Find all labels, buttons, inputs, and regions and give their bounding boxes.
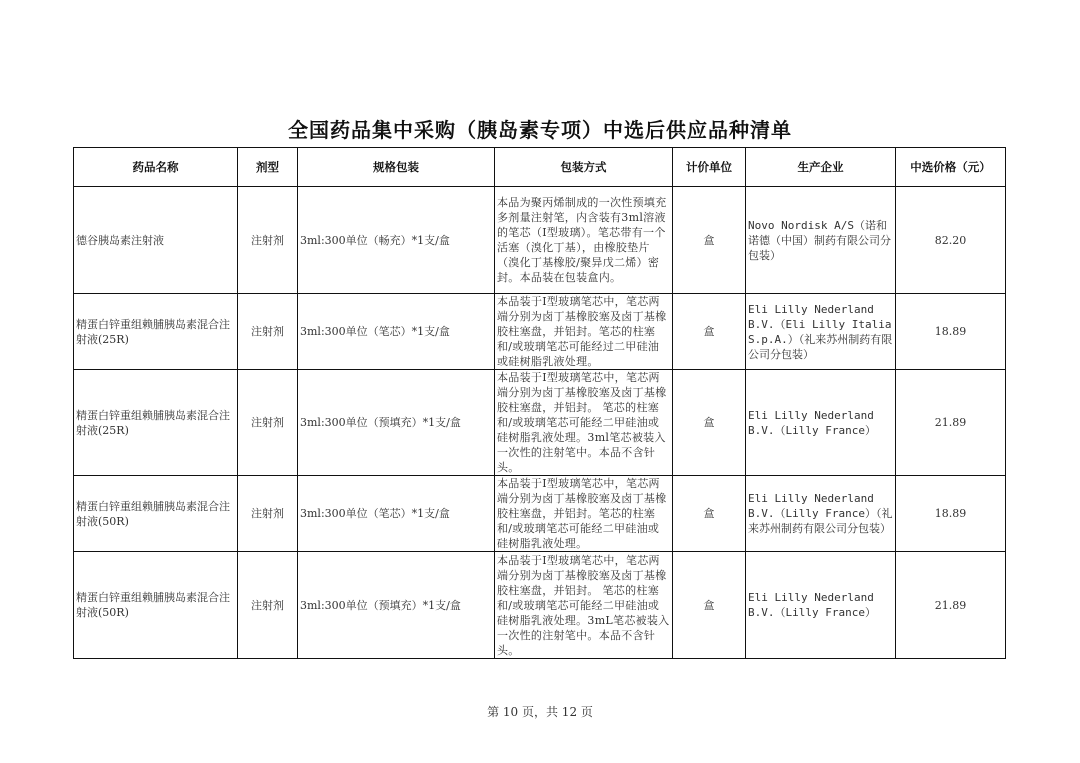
drug-name: 精蛋白锌重组赖脯胰岛素混合注射液(50R): [74, 552, 238, 659]
page-number: 第 10 页，共 12 页: [487, 705, 593, 719]
header-spec: 规格包装: [298, 148, 495, 187]
dosage-form: 注射剂: [238, 552, 298, 659]
packaging: 本品为聚丙烯制成的一次性预填充多剂量注射笔，内含装有3ml溶液的笔芯（I型玻璃）。笔芯带有一个活塞（溴化丁基），由橡胶垫片（溴化丁基橡胶/聚异戊二烯）密封。本品装在包装盒内。: [495, 187, 673, 294]
dosage-form: 注射剂: [238, 294, 298, 370]
dosage-form: 注射剂: [238, 476, 298, 552]
manufacturer: Eli Lilly Nederland B.V.（Lilly France）: [746, 552, 896, 659]
packaging: 本品装于I型玻璃笔芯中，笔芯两端分别为卤丁基橡胶塞及卤丁基橡胶柱塞盘，并铝封。笔芯的柱塞和/或玻璃笔芯可能经过二甲硅油或硅树脂乳液处理。: [495, 294, 673, 370]
packaging: 本品装于Ⅰ型玻璃笔芯中，笔芯两端分别为卤丁基橡胶塞及卤丁基橡胶柱塞盘，并铝封。 笔芯的柱塞和/或玻璃笔芯可能经二甲硅油或硅树脂乳液处理。3ml笔芯被装入一次性的注射笔中。本品不含针头。: [495, 370, 673, 476]
pricing-unit: 盒: [673, 370, 746, 476]
packaging: 本品装于Ⅰ型玻璃笔芯中，笔芯两端分别为卤丁基橡胶塞及卤丁基橡胶柱塞盘，并铝封。笔芯的柱塞和/或玻璃笔芯可能经二甲硅油或硅树脂乳液处理。: [495, 476, 673, 552]
header-manufacturer: 生产企业: [746, 148, 896, 187]
document-title: 全国药品集中采购（胰岛素专项）中选后供应品种清单: [288, 118, 792, 142]
price: 21.89: [896, 552, 1006, 659]
price: 18.89: [896, 294, 1006, 370]
header-unit: 计价单位: [673, 148, 746, 187]
price: 21.89: [896, 370, 1006, 476]
spec: 3ml:300单位（笔芯）*1支/盒: [298, 294, 495, 370]
drug-name: 德谷胰岛素注射液: [74, 187, 238, 294]
table-row: [74, 187, 1006, 294]
spec: 3ml:300单位（畅充）*1支/盒: [298, 187, 495, 294]
header-packaging: 包装方式: [495, 148, 673, 187]
manufacturer: Eli Lilly Nederland B.V.（Eli Lilly Italia S.p.A.）（礼来苏州制药有限公司分包装）: [746, 294, 896, 370]
drug-name: 精蛋白锌重组赖脯胰岛素混合注射液(25R): [74, 370, 238, 476]
dosage-form: 注射剂: [238, 370, 298, 476]
drug-supply-table: [73, 147, 1006, 659]
packaging: 本品装于Ⅰ型玻璃笔芯中，笔芯两端分别为卤丁基橡胶塞及卤丁基橡胶柱塞盘，并铝封。 笔芯的柱塞和/或玻璃笔芯可能经二甲硅油或硅树脂乳液处理。3mL笔芯被装入一次性的注射笔中。本品不含针头。: [495, 552, 673, 659]
table-row: [74, 476, 1006, 552]
dosage-form: 注射剂: [238, 187, 298, 294]
price: 18.89: [896, 476, 1006, 552]
header-dosage-form: 剂型: [238, 148, 298, 187]
header-price: 中选价格（元）: [896, 148, 1006, 187]
header-drug-name: 药品名称: [74, 148, 238, 187]
table-row: [74, 552, 1006, 659]
pricing-unit: 盒: [673, 552, 746, 659]
drug-name: 精蛋白锌重组赖脯胰岛素混合注射液(50R): [74, 476, 238, 552]
manufacturer: Eli Lilly Nederland B.V.（Lilly France）（礼来苏州制药有限公司分包装）: [746, 476, 896, 552]
pricing-unit: 盒: [673, 294, 746, 370]
manufacturer: Eli Lilly Nederland B.V.（Lilly France）: [746, 370, 896, 476]
pricing-unit: 盒: [673, 476, 746, 552]
price: 82.20: [896, 187, 1006, 294]
spec: 3ml:300单位（笔芯）*1支/盒: [298, 476, 495, 552]
spec: 3ml:300单位（预填充）*1支/盒: [298, 552, 495, 659]
drug-name: 精蛋白锌重组赖脯胰岛素混合注射液(25R): [74, 294, 238, 370]
spec: 3ml:300单位（预填充）*1支/盒: [298, 370, 495, 476]
manufacturer: Novo Nordisk A/S（诺和诺德（中国）制药有限公司分包装）: [746, 187, 896, 294]
table-header-row: [74, 148, 1006, 187]
table-row: [74, 294, 1006, 370]
pricing-unit: 盒: [673, 187, 746, 294]
table-row: [74, 370, 1006, 476]
